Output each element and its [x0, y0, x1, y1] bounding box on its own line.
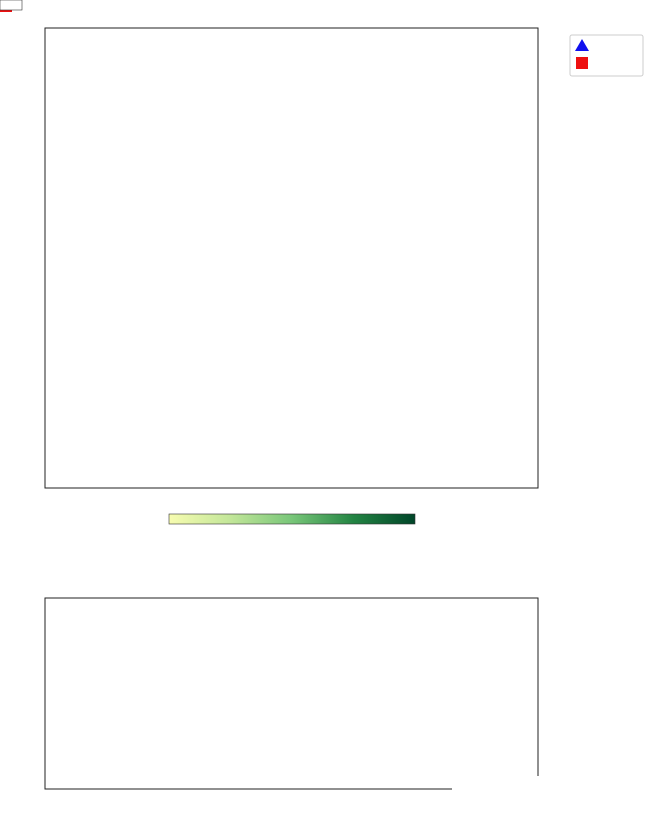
colorbar — [169, 514, 415, 524]
top-plot-frame — [45, 28, 538, 488]
legend-end-icon — [576, 57, 588, 69]
watermark — [452, 776, 652, 826]
top-legend — [570, 35, 643, 76]
bottom-plot-frame — [45, 598, 538, 789]
start-value-box — [0, 0, 22, 10]
watermark-bg — [452, 776, 652, 826]
